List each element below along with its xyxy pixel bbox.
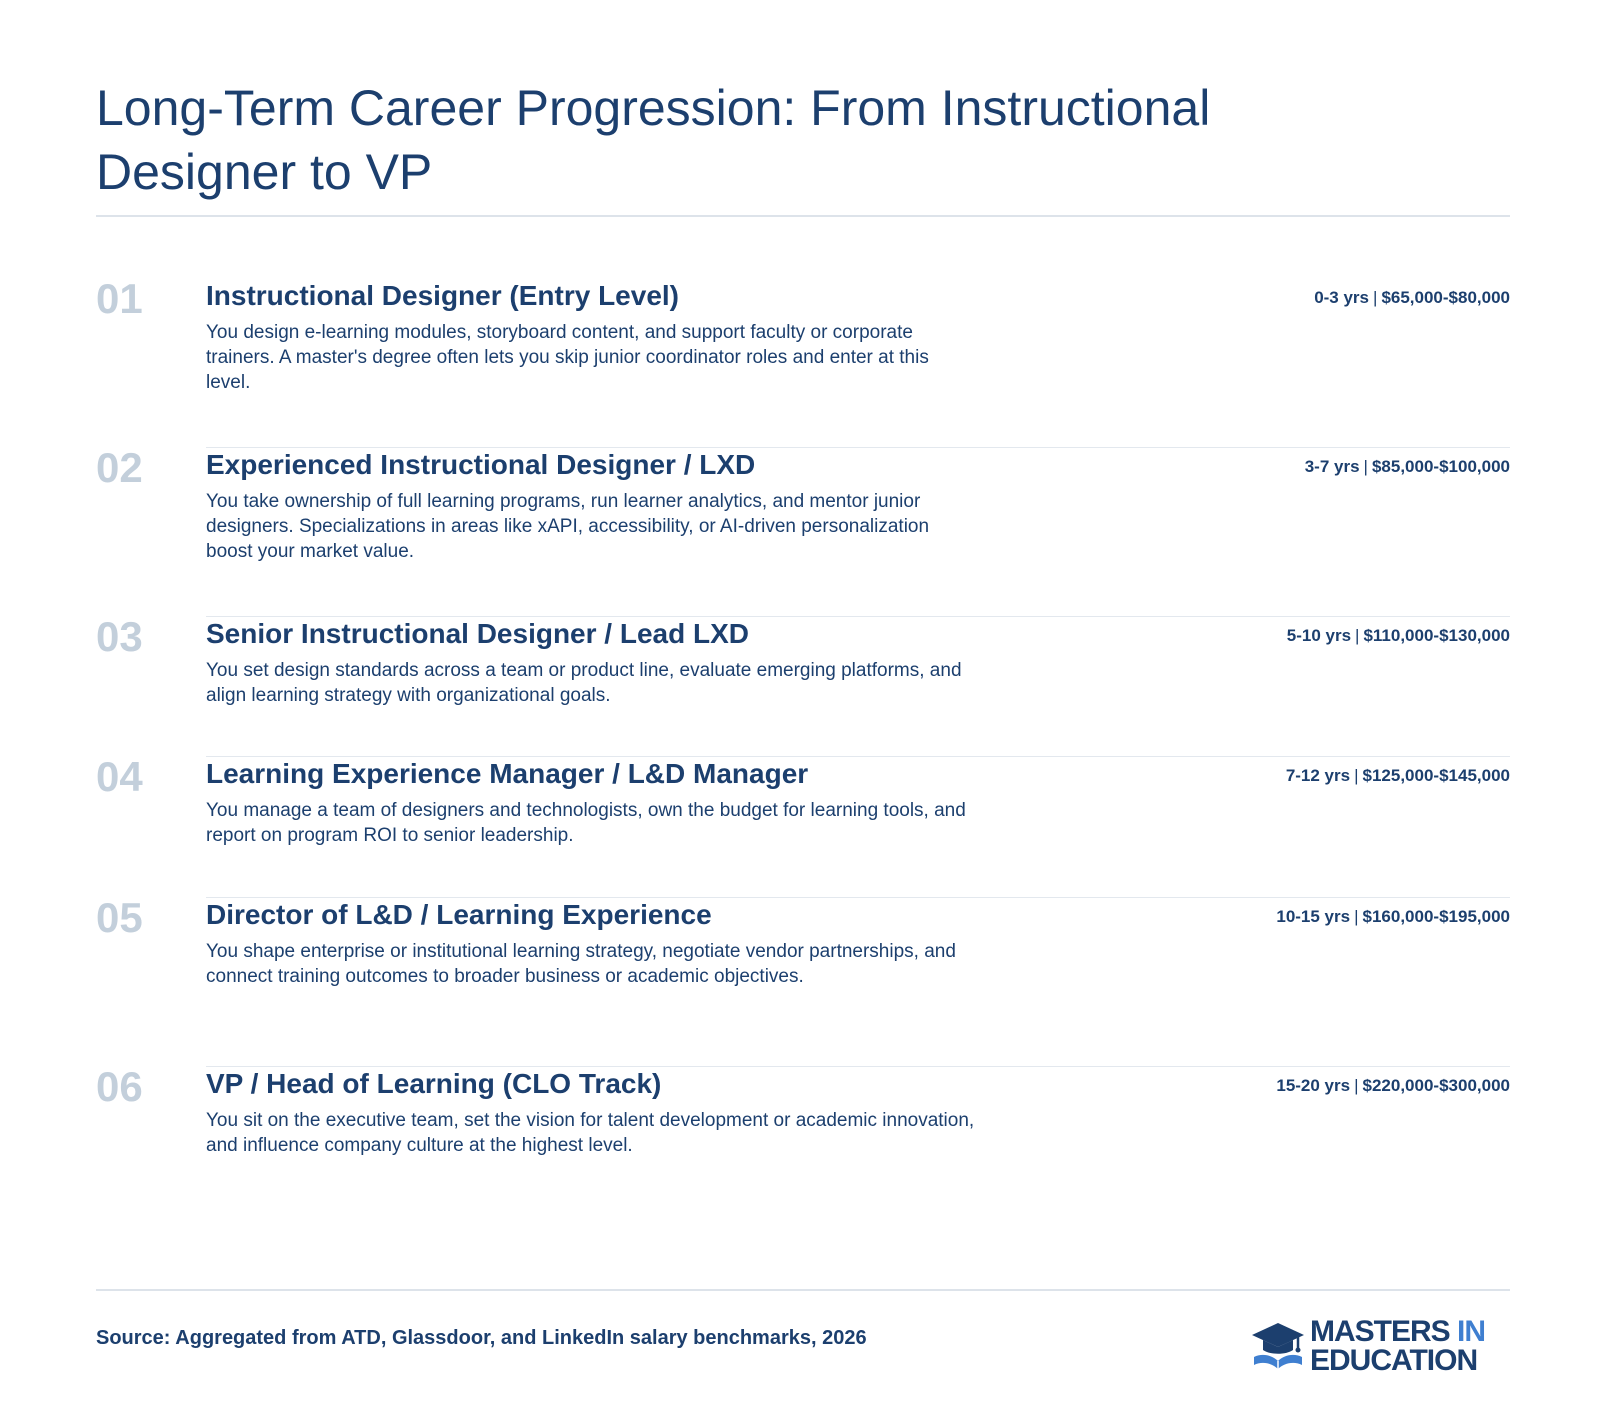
meta-separator: | [1354, 907, 1359, 926]
logo-word-in: IN [1457, 1315, 1486, 1348]
page-title: Long-Term Career Progression: From Instructional Designer to VP [96, 80, 1211, 200]
step-divider [206, 897, 1510, 898]
step-number: 06 [96, 1063, 143, 1110]
step-meta [1314, 287, 1510, 309]
step-title: Director of L&D / Learning Experience [206, 899, 712, 930]
step-number: 03 [96, 613, 143, 660]
step-title: VP / Head of Learning (CLO Track) [206, 1068, 662, 1099]
step-number: 05 [96, 894, 143, 941]
step-number: 04 [96, 753, 143, 800]
step-description: You design e-learning modules, storyboard content, and support faculty or corporate trainers. A master's degree often lets you skip junior coordinator roles and enter at this level. [206, 322, 929, 393]
step-description: You sit on the executive team, set the vision for talent development or academic innovation, and influence company culture at the highest level. [206, 1110, 975, 1156]
step-description: You take ownership of full learning programs, run learner analytics, and mentor junior designers. Specializations in areas like xAPI, accessibility, or AI-driven personalization boost your market value. [206, 491, 930, 562]
source-note: Source: Aggregated from ATD, Glassdoor, and LinkedIn salary benchmarks, 2026 [96, 1327, 867, 1349]
career-step [96, 753, 1510, 896]
step-divider [206, 447, 1510, 448]
step-meta [1276, 906, 1510, 928]
page [96, 0, 1510, 1414]
step-title: Instructional Designer (Entry Level) [206, 280, 679, 311]
step-years: 15-20 yrs [1276, 1076, 1351, 1095]
meta-separator: | [1363, 457, 1368, 476]
step-divider [206, 1066, 1510, 1067]
step-title: Learning Experience Manager / L&D Manager [206, 758, 809, 789]
graduation-cap-book-icon [1250, 1319, 1306, 1375]
step-description: You manage a team of designers and technologists, own the budget for learning tools, and report on program ROI to senior leadership. [206, 800, 966, 846]
footer-divider [96, 1289, 1510, 1291]
step-salary: $220,000-$300,000 [1362, 1076, 1510, 1095]
step-years: 3-7 yrs [1304, 457, 1360, 476]
meta-separator: | [1373, 288, 1378, 307]
meta-separator: | [1355, 626, 1360, 645]
step-years: 10-15 yrs [1276, 907, 1351, 926]
step-number: 01 [96, 275, 143, 322]
step-meta [1276, 1075, 1510, 1097]
step-divider [206, 616, 1510, 617]
logo-word-masters: MASTERS [1310, 1315, 1450, 1348]
step-description: You set design standards across a team or product line, evaluate emerging platforms, and align learning strategy with organizational goals. [206, 660, 962, 706]
step-divider [206, 756, 1510, 757]
career-step [96, 275, 1510, 418]
step-description: You shape enterprise or institutional learning strategy, negotiate vendor partnerships, and connect training outcomes to broader business or academic objectives. [206, 941, 956, 987]
title-divider [96, 215, 1510, 217]
step-salary: $125,000-$145,000 [1362, 766, 1510, 785]
step-salary: $160,000-$195,000 [1362, 907, 1510, 926]
logo-line-2: EDUCATION [1310, 1344, 1478, 1377]
career-step [96, 613, 1510, 756]
step-years: 5-10 yrs [1286, 626, 1352, 645]
step-title: Experienced Instructional Designer / LXD [206, 449, 756, 480]
step-number: 02 [96, 444, 143, 491]
step-salary: $110,000-$130,000 [1363, 626, 1510, 645]
step-years: 0-3 yrs [1314, 288, 1370, 307]
meta-separator: | [1354, 766, 1359, 785]
step-meta [1286, 765, 1510, 787]
masters-in-education-logo [1250, 1317, 1510, 1377]
logo-wordmark [1310, 1317, 1485, 1375]
step-salary: $85,000-$100,000 [1371, 457, 1510, 476]
career-step [96, 1063, 1510, 1206]
step-meta [1287, 625, 1510, 647]
career-step [96, 894, 1510, 1037]
logo-line-1 [1310, 1317, 1485, 1346]
step-salary: $65,000-$80,000 [1381, 288, 1510, 307]
step-meta [1305, 456, 1510, 478]
career-step [96, 444, 1510, 587]
meta-separator: | [1354, 1076, 1359, 1095]
step-title: Senior Instructional Designer / Lead LXD [206, 618, 749, 649]
step-years: 7-12 yrs [1285, 766, 1351, 785]
